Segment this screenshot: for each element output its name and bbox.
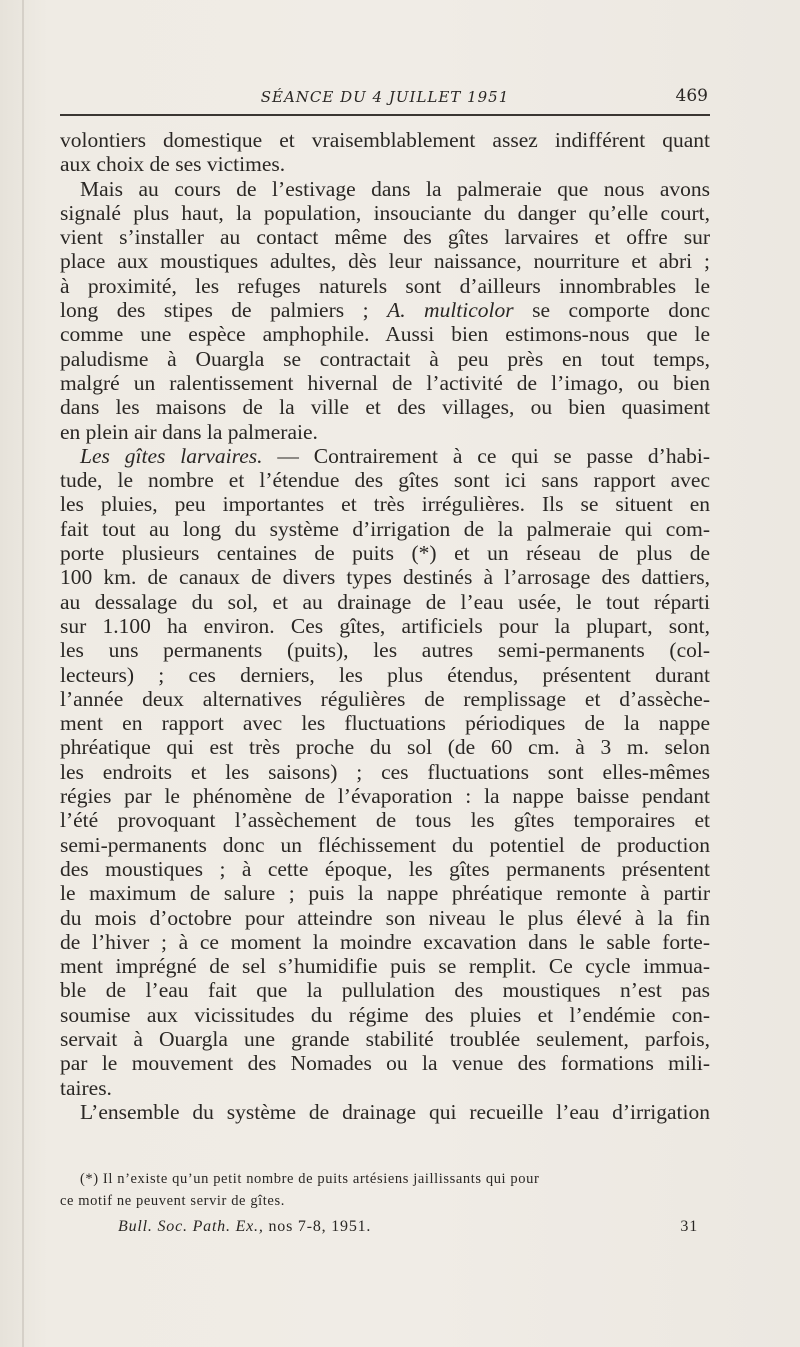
- text-span: long des stipes de palmiers ;: [60, 298, 388, 323]
- text-line: lecteurs) ; ces derniers, les plus étendus, présentent durant: [60, 662, 710, 687]
- text-line: ble de l’eau fait que la pullulation des moustiques n’est pas: [60, 978, 710, 1003]
- page-number: 469: [675, 86, 708, 106]
- text-line: ment en rapport avec les fluctuations périodiques de la nappe: [60, 711, 710, 736]
- text-line: paludisme à Ouargla se contractait à peu près en tout temps,: [60, 346, 710, 371]
- journal-citation: [118, 1218, 371, 1236]
- page-footer: [60, 1218, 710, 1244]
- body-text: [60, 128, 710, 1124]
- text-line: tude, le nombre et l’étendue des gîtes sont ici sans rapport avec: [60, 468, 710, 493]
- binding-shadow: [22, 0, 24, 1347]
- text-line: signalé plus haut, la population, insouciante du danger qu’elle court,: [60, 200, 710, 225]
- text-span: se comporte donc: [513, 298, 710, 323]
- header-rule: [60, 114, 710, 116]
- text-line: régies par le phénomène de l’évaporation : la nappe baisse pendant: [60, 784, 710, 809]
- text-line: par le mouvement des Nomades ou la venue des formations mili-: [60, 1051, 710, 1076]
- footnote-line: ce motif ne peuvent servir de gîtes.: [60, 1193, 285, 1209]
- text-line: les uns permanents (puits), les autres semi-permanents (col-: [60, 638, 710, 663]
- text-line: place aux moustiques adultes, dès leur naissance, nourriture et abri ;: [60, 249, 710, 274]
- text-line: soumise aux vicissitudes du régime des pluies et l’endémie con-: [60, 1002, 710, 1027]
- journal-issue: nos 7-8, 1951.: [263, 1218, 372, 1235]
- footnote: [60, 1168, 710, 1212]
- text-line: aux choix de ses victimes.: [60, 152, 286, 177]
- text-line: le maximum de salure ; puis la nappe phréatique remonte à partir: [60, 881, 710, 906]
- text-line: [60, 298, 710, 322]
- text-line: de l’hiver ; à ce moment la moindre excavation dans le sable forte-: [60, 929, 710, 954]
- signature-mark: 31: [680, 1218, 698, 1235]
- page-header: [60, 84, 710, 112]
- text-line: sur 1.100 ha environ. Ces gîtes, artificiels pour la plupart, sont,: [60, 613, 710, 638]
- text-line: phréatique qui est très proche du sol (de 60 cm. à 3 m. selon: [60, 735, 710, 760]
- species-name: A. multicolor: [387, 298, 514, 323]
- text-line: du mois d’octobre pour atteindre son niveau le plus élevé à la fin: [60, 905, 710, 930]
- text-line: ment imprégné de sel s’humidifie puis se remplit. Ce cycle immua-: [60, 954, 710, 979]
- text-line: Mais au cours de l’estivage dans la palmeraie que nous avons: [80, 176, 710, 201]
- text-line: les pluies, peu importantes et très irrégulières. Ils se situent en: [60, 492, 710, 517]
- text-line: au dessalage du sol, et au drainage de l’eau usée, le tout réparti: [60, 589, 710, 614]
- text-line: vient s’installer au contact même des gîtes larvaires et offre sur: [60, 225, 710, 250]
- text-line: l’année deux alternatives régulières de remplissage et d’assèche-: [60, 686, 710, 711]
- text-line: des moustiques ; à cette époque, les gîtes permanents présentent: [60, 856, 710, 881]
- text-line: en plein air dans la palmeraie.: [60, 419, 318, 444]
- text-line: comme une espèce amphophile. Aussi bien estimons-nous que le: [60, 322, 710, 347]
- text-line: volontiers domestique et vraisemblablement assez indifférent quant: [60, 128, 710, 152]
- text-line: malgré un ralentissement hivernal de l’activité de l’imago, ou bien: [60, 370, 710, 395]
- text-line: l’été provoquant l’assèchement de tous les gîtes temporaires et: [60, 808, 710, 833]
- text-line: servait à Ouargla une grande stabilité troublée seulement, parfois,: [60, 1026, 710, 1051]
- section-heading: Les gîtes larvaires.: [80, 443, 263, 468]
- text-line: L’ensemble du système de drainage qui recueille l’eau d’irrigation: [80, 1099, 710, 1124]
- text-line: fait tout au long du système d’irrigation de la palmeraie qui com-: [60, 516, 710, 541]
- footnote-line: (*) Il n’existe qu’un petit nombre de puits artésiens jaillissants qui pour: [80, 1171, 540, 1187]
- text-line: porte plusieurs centaines de puits (*) et un réseau de plus de: [60, 541, 710, 566]
- journal-title: Bull. Soc. Path. Ex.,: [118, 1218, 264, 1235]
- text-line: semi-permanents donc un fléchissement du potentiel de production: [60, 832, 710, 857]
- text-line: taires.: [60, 1075, 112, 1100]
- text-line: 100 km. de canaux de divers types destinés à l’arrosage des dattiers,: [60, 565, 710, 590]
- text-line: à proximité, les refuges naturels sont d’ailleurs innombrables le: [60, 273, 710, 298]
- text-line: les endroits et les saisons) ; ces fluctuations sont elles-mêmes: [60, 759, 710, 784]
- running-head: SÉANCE DU 4 JUILLET 1951: [260, 88, 510, 106]
- text-line: [60, 444, 710, 468]
- text-span: — Contrairement à ce qui se passe d’habi-: [262, 443, 710, 468]
- text-line: dans les maisons de la ville et des villages, ou bien quasiment: [60, 395, 710, 420]
